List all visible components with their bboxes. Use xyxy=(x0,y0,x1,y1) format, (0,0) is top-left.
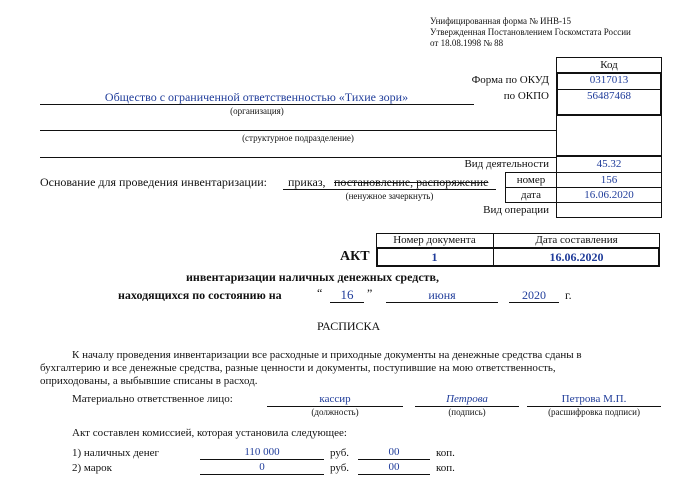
okud-label: Форма по ОКУД xyxy=(471,74,549,86)
person-signature: Петрова xyxy=(446,393,488,405)
act-subtitle: инвентаризации наличных денежных средств, xyxy=(186,270,440,284)
receipt-text-1: К началу проведения инвентаризации все расходные и приходные документы на денежные средства сданы в xyxy=(72,349,582,361)
okpo-value: 56487468 xyxy=(587,90,631,102)
approval-date: от 18.08.1998 № 88 xyxy=(430,38,504,48)
basis-crossed: постановление, распоряжение xyxy=(334,175,489,189)
doc-number: 1 xyxy=(431,250,438,264)
approval-line: Утвержденная Постановлением Госкомстата России xyxy=(430,27,631,37)
kop-underline xyxy=(358,474,430,475)
activity-label: Вид деятельности xyxy=(464,158,549,170)
row-rub-value: 110 000 xyxy=(244,446,280,458)
person-position: кассир xyxy=(319,393,351,405)
receipt-text-2: бухгалтерию и все денежные средства, разные ценности и документы, поступившие на мою ответственность, xyxy=(40,362,556,374)
commission-intro: Акт составлен комиссией, которая установила следующее: xyxy=(72,427,347,439)
row-label: 1) наличных денег xyxy=(72,447,159,459)
year-underline xyxy=(509,302,559,303)
kop-label: коп. xyxy=(436,462,455,474)
receipt-title: РАСПИСКА xyxy=(317,319,381,333)
date-value: 16.06.2020 xyxy=(584,189,634,201)
signature-caption: (подпись) xyxy=(448,407,486,417)
receipt-text-3: оприходованы, а выбывшие списаны в расход. xyxy=(40,375,258,387)
okud-value: 0317013 xyxy=(589,74,629,86)
rub-underline xyxy=(200,474,324,475)
organization-name: Общество с ограниченной ответственностью «Тихие зори» xyxy=(104,90,409,104)
codes-empty-box xyxy=(556,104,662,156)
rub-label: руб. xyxy=(330,462,350,474)
state-month: июня xyxy=(428,288,456,302)
state-day: 16 xyxy=(340,287,354,302)
quote-open: “ xyxy=(317,286,323,300)
organization-caption: (организация) xyxy=(230,106,284,116)
kop-label: коп. xyxy=(436,447,455,459)
rub-underline xyxy=(200,459,324,460)
row-kop-value: 00 xyxy=(388,461,400,473)
operation-label: Вид операции xyxy=(483,204,549,216)
basis-caption: (ненужное зачеркнуть) xyxy=(345,191,434,201)
basis-order: приказ, xyxy=(288,175,326,189)
act-title: АКТ xyxy=(340,249,370,264)
rub-label: руб. xyxy=(330,447,350,459)
state-year: 2020 xyxy=(522,288,546,302)
day-underline xyxy=(330,302,364,303)
doc-number-header: Номер документа xyxy=(393,234,476,246)
number-value: 156 xyxy=(600,174,618,186)
activity-value: 45.32 xyxy=(596,158,622,170)
basis-underline xyxy=(283,189,496,190)
codes-divider xyxy=(556,172,662,173)
codes-divider xyxy=(556,187,662,188)
doc-date-header: Дата составления xyxy=(535,234,618,246)
state-label: находящихся по состоянию на xyxy=(118,288,282,302)
person-label: Материально ответственное лицо: xyxy=(72,393,233,405)
position-caption: (должность) xyxy=(311,407,359,417)
codes-divider xyxy=(505,187,557,188)
fullname-caption: (расшифровка подписи) xyxy=(548,407,640,417)
form-name: Унифицированная форма № ИНВ-15 xyxy=(430,16,572,26)
basis-label: Основание для проведения инвентаризации: xyxy=(40,175,268,189)
codes-divider xyxy=(556,202,662,203)
month-underline xyxy=(386,302,498,303)
kop-underline xyxy=(358,459,430,460)
person-fullname: Петрова М.П. xyxy=(561,393,627,405)
doc-date: 16.06.2020 xyxy=(549,250,604,264)
codes-header: Код xyxy=(556,57,662,73)
department-caption: (структурное подразделение) xyxy=(242,133,354,143)
number-label: номер xyxy=(516,174,546,186)
separator-line xyxy=(40,157,556,158)
okpo-label: по ОКПО xyxy=(503,90,549,102)
row-label: 2) марок xyxy=(72,462,113,474)
org-underline xyxy=(40,104,474,105)
year-suffix: г. xyxy=(565,288,572,302)
date-label: дата xyxy=(520,189,542,201)
dept-underline xyxy=(40,130,556,131)
row-rub-value: 0 xyxy=(259,461,265,473)
quote-close: ” xyxy=(367,286,373,300)
row-kop-value: 00 xyxy=(388,446,400,458)
